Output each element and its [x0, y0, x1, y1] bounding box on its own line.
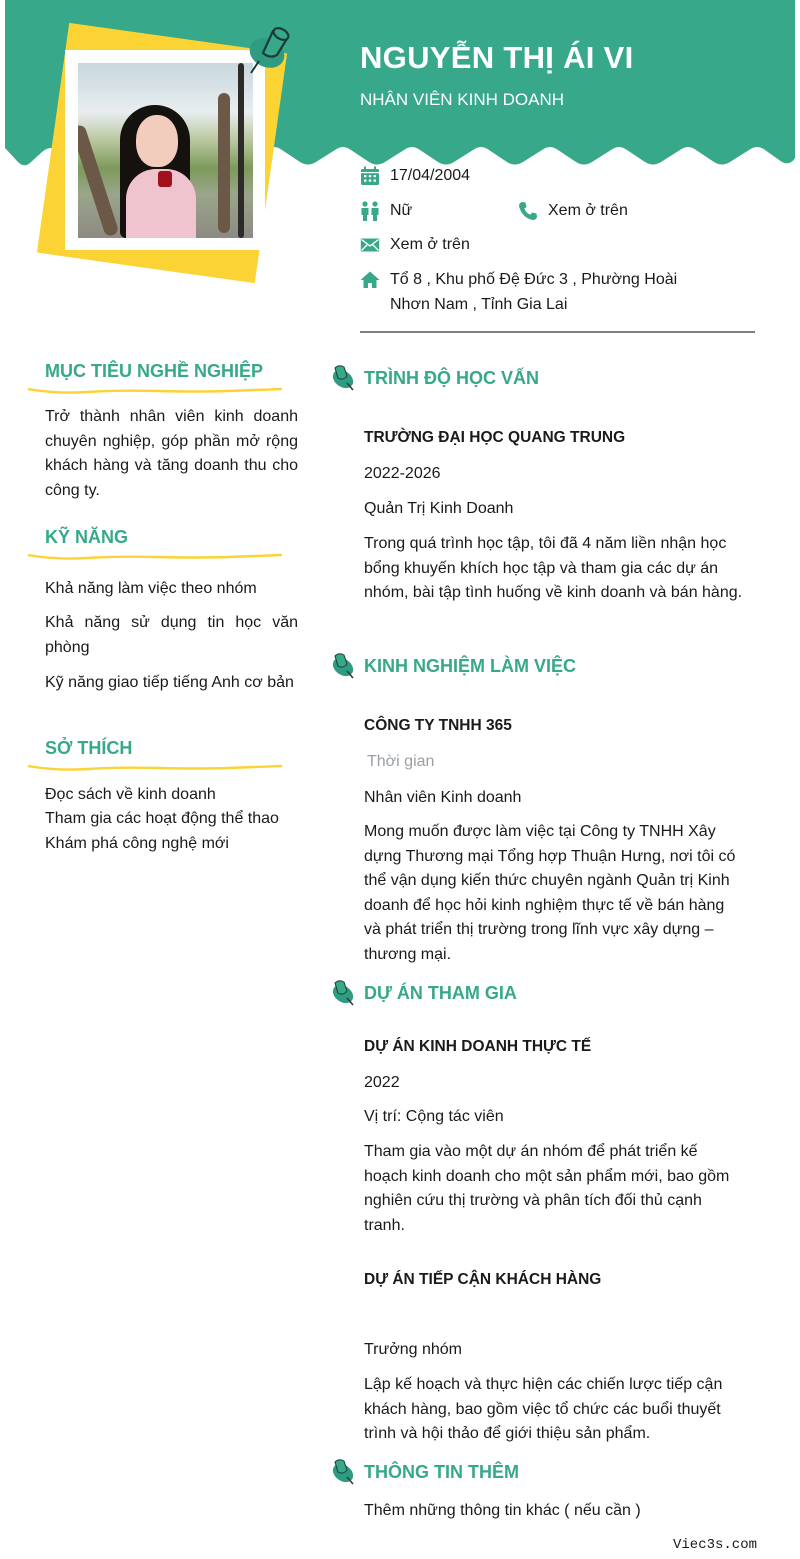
skill-item: Kỹ năng giao tiếp tiếng Anh cơ bản — [45, 674, 294, 691]
section-experience-heading — [330, 652, 576, 680]
experience-position: Nhân viên Kinh doanh — [364, 789, 522, 806]
hobbies-title: SỞ THÍCH — [45, 738, 133, 758]
projects-title: DỰ ÁN THAM GIA — [364, 982, 517, 1003]
project-role: Vị trí: Cộng tác viên — [364, 1108, 504, 1125]
address-value: Tổ 8 , Khu phố Đệ Đức 3 , Phường Hoài Nhơn Nam , Tỉnh Gia Lai — [390, 271, 678, 313]
envelope-icon — [360, 235, 380, 255]
section-additional-heading — [330, 1458, 519, 1486]
contact-address — [360, 271, 677, 317]
calendar-icon — [360, 166, 380, 186]
objective-title: MỤC TIÊU NGHỀ NGHIỆP — [45, 361, 264, 381]
gender-icon — [360, 201, 380, 221]
section-objective-heading — [45, 361, 298, 382]
contact-phone — [518, 202, 628, 223]
skill-item: Khả năng làm việc theo nhóm — [45, 580, 257, 597]
hobby-item: Khám phá công nghệ mới — [45, 835, 229, 852]
birthday-value: 17/04/2004 — [390, 167, 471, 184]
objective-text: Trở thành nhân viên kinh doanh chuyên nghiệp, góp phần mở rộng khách hàng và tăng doanh thu cho công ty. — [45, 408, 298, 499]
polaroid-frame — [65, 50, 265, 250]
project-name: DỰ ÁN KINH DOANH THỰC TẾ — [364, 1038, 592, 1055]
experience-description: Mong muốn được làm việc tại Công ty TNHH Xây dựng Thương mại Tổng hợp Thuận Hưng, nơi tôi có thể vận dụng kiến thức chuyên ngành Quản trị Kinh doanh để học hỏi kinh nghiệm thực tế về bán hàng và phát triển thị trường trong lĩnh vực xây dựng – thương mại. — [364, 823, 736, 963]
pushpin-icon — [330, 979, 356, 1007]
pushpin-icon — [330, 652, 356, 680]
pushpin-icon — [330, 1458, 356, 1486]
additional-text: Thêm những thông tin khác ( nếu cần ) — [364, 1502, 641, 1519]
skill-item: Khả năng sử dụng tin học văn phòng — [45, 614, 298, 656]
project-description: Lập kế hoạch và thực hiện các chiến lược tiếp cận khách hàng, bao gồm việc tổ chức các buổi thuyết trình và hội thảo để giới thiệu sản phẩm. — [364, 1376, 723, 1442]
contact-birthday — [360, 167, 470, 188]
section-education-heading — [330, 364, 539, 392]
avatar — [78, 63, 253, 238]
profile-photo-frame — [40, 25, 300, 275]
education-description: Trong quá trình học tập, tôi đã 4 năm liền nhận học bổng khuyến khích học tập và tham gia các dự án nhóm, bài tập tình huống về kinh doanh và bán hàng. — [364, 535, 743, 601]
project-name: DỰ ÁN TIẾP CẬN KHÁCH HÀNG — [364, 1271, 602, 1288]
home-icon — [360, 270, 380, 290]
skills-title: KỸ NĂNG — [45, 527, 129, 547]
experience-company: CÔNG TY TNHH 365 — [364, 717, 512, 734]
email-value: Xem ở trên — [390, 236, 470, 253]
contact-gender — [360, 202, 412, 223]
hobby-item: Đọc sách về kinh doanh — [45, 786, 216, 803]
watermark: Viec3s.com — [673, 1537, 758, 1553]
project-description: Tham gia vào một dự án nhóm để phát triển kế hoạch kinh doanh cho một sản phẩm mới, bao gồm nghiên cứu thị trường và phân tích đối thủ cạnh tranh. — [364, 1143, 730, 1234]
section-hobbies-heading — [45, 738, 298, 759]
section-projects-heading — [330, 979, 517, 1007]
hobby-item: Tham gia các hoạt động thể thao — [45, 810, 279, 827]
project-year: 2022 — [364, 1074, 400, 1091]
section-skills-heading — [45, 527, 298, 548]
contact-divider — [360, 331, 755, 333]
education-period: 2022-2026 — [364, 465, 441, 482]
phone-value: Xem ở trên — [548, 202, 628, 219]
gender-value: Nữ — [390, 202, 413, 219]
phone-icon — [518, 201, 538, 221]
candidate-name: NGUYỄN THỊ ÁI VI — [360, 40, 634, 75]
experience-title: KINH NGHIỆM LÀM VIỆC — [364, 655, 577, 676]
pushpin-icon — [330, 364, 356, 392]
education-title: TRÌNH ĐỘ HỌC VẤN — [364, 367, 539, 388]
job-title: NHÂN VIÊN KINH DOANH — [360, 90, 565, 109]
wavy-underline — [28, 386, 282, 396]
education-school: TRƯỜNG ĐẠI HỌC QUANG TRUNG — [364, 429, 626, 446]
wavy-underline — [28, 552, 282, 562]
wavy-underline — [28, 763, 282, 773]
experience-period-placeholder: Thời gian — [367, 753, 435, 770]
additional-title: THÔNG TIN THÊM — [364, 1461, 519, 1482]
project-role: Trưởng nhóm — [364, 1341, 462, 1358]
education-major: Quản Trị Kinh Doanh — [364, 500, 514, 517]
contact-email — [360, 236, 470, 257]
pushpin-icon — [245, 25, 297, 77]
